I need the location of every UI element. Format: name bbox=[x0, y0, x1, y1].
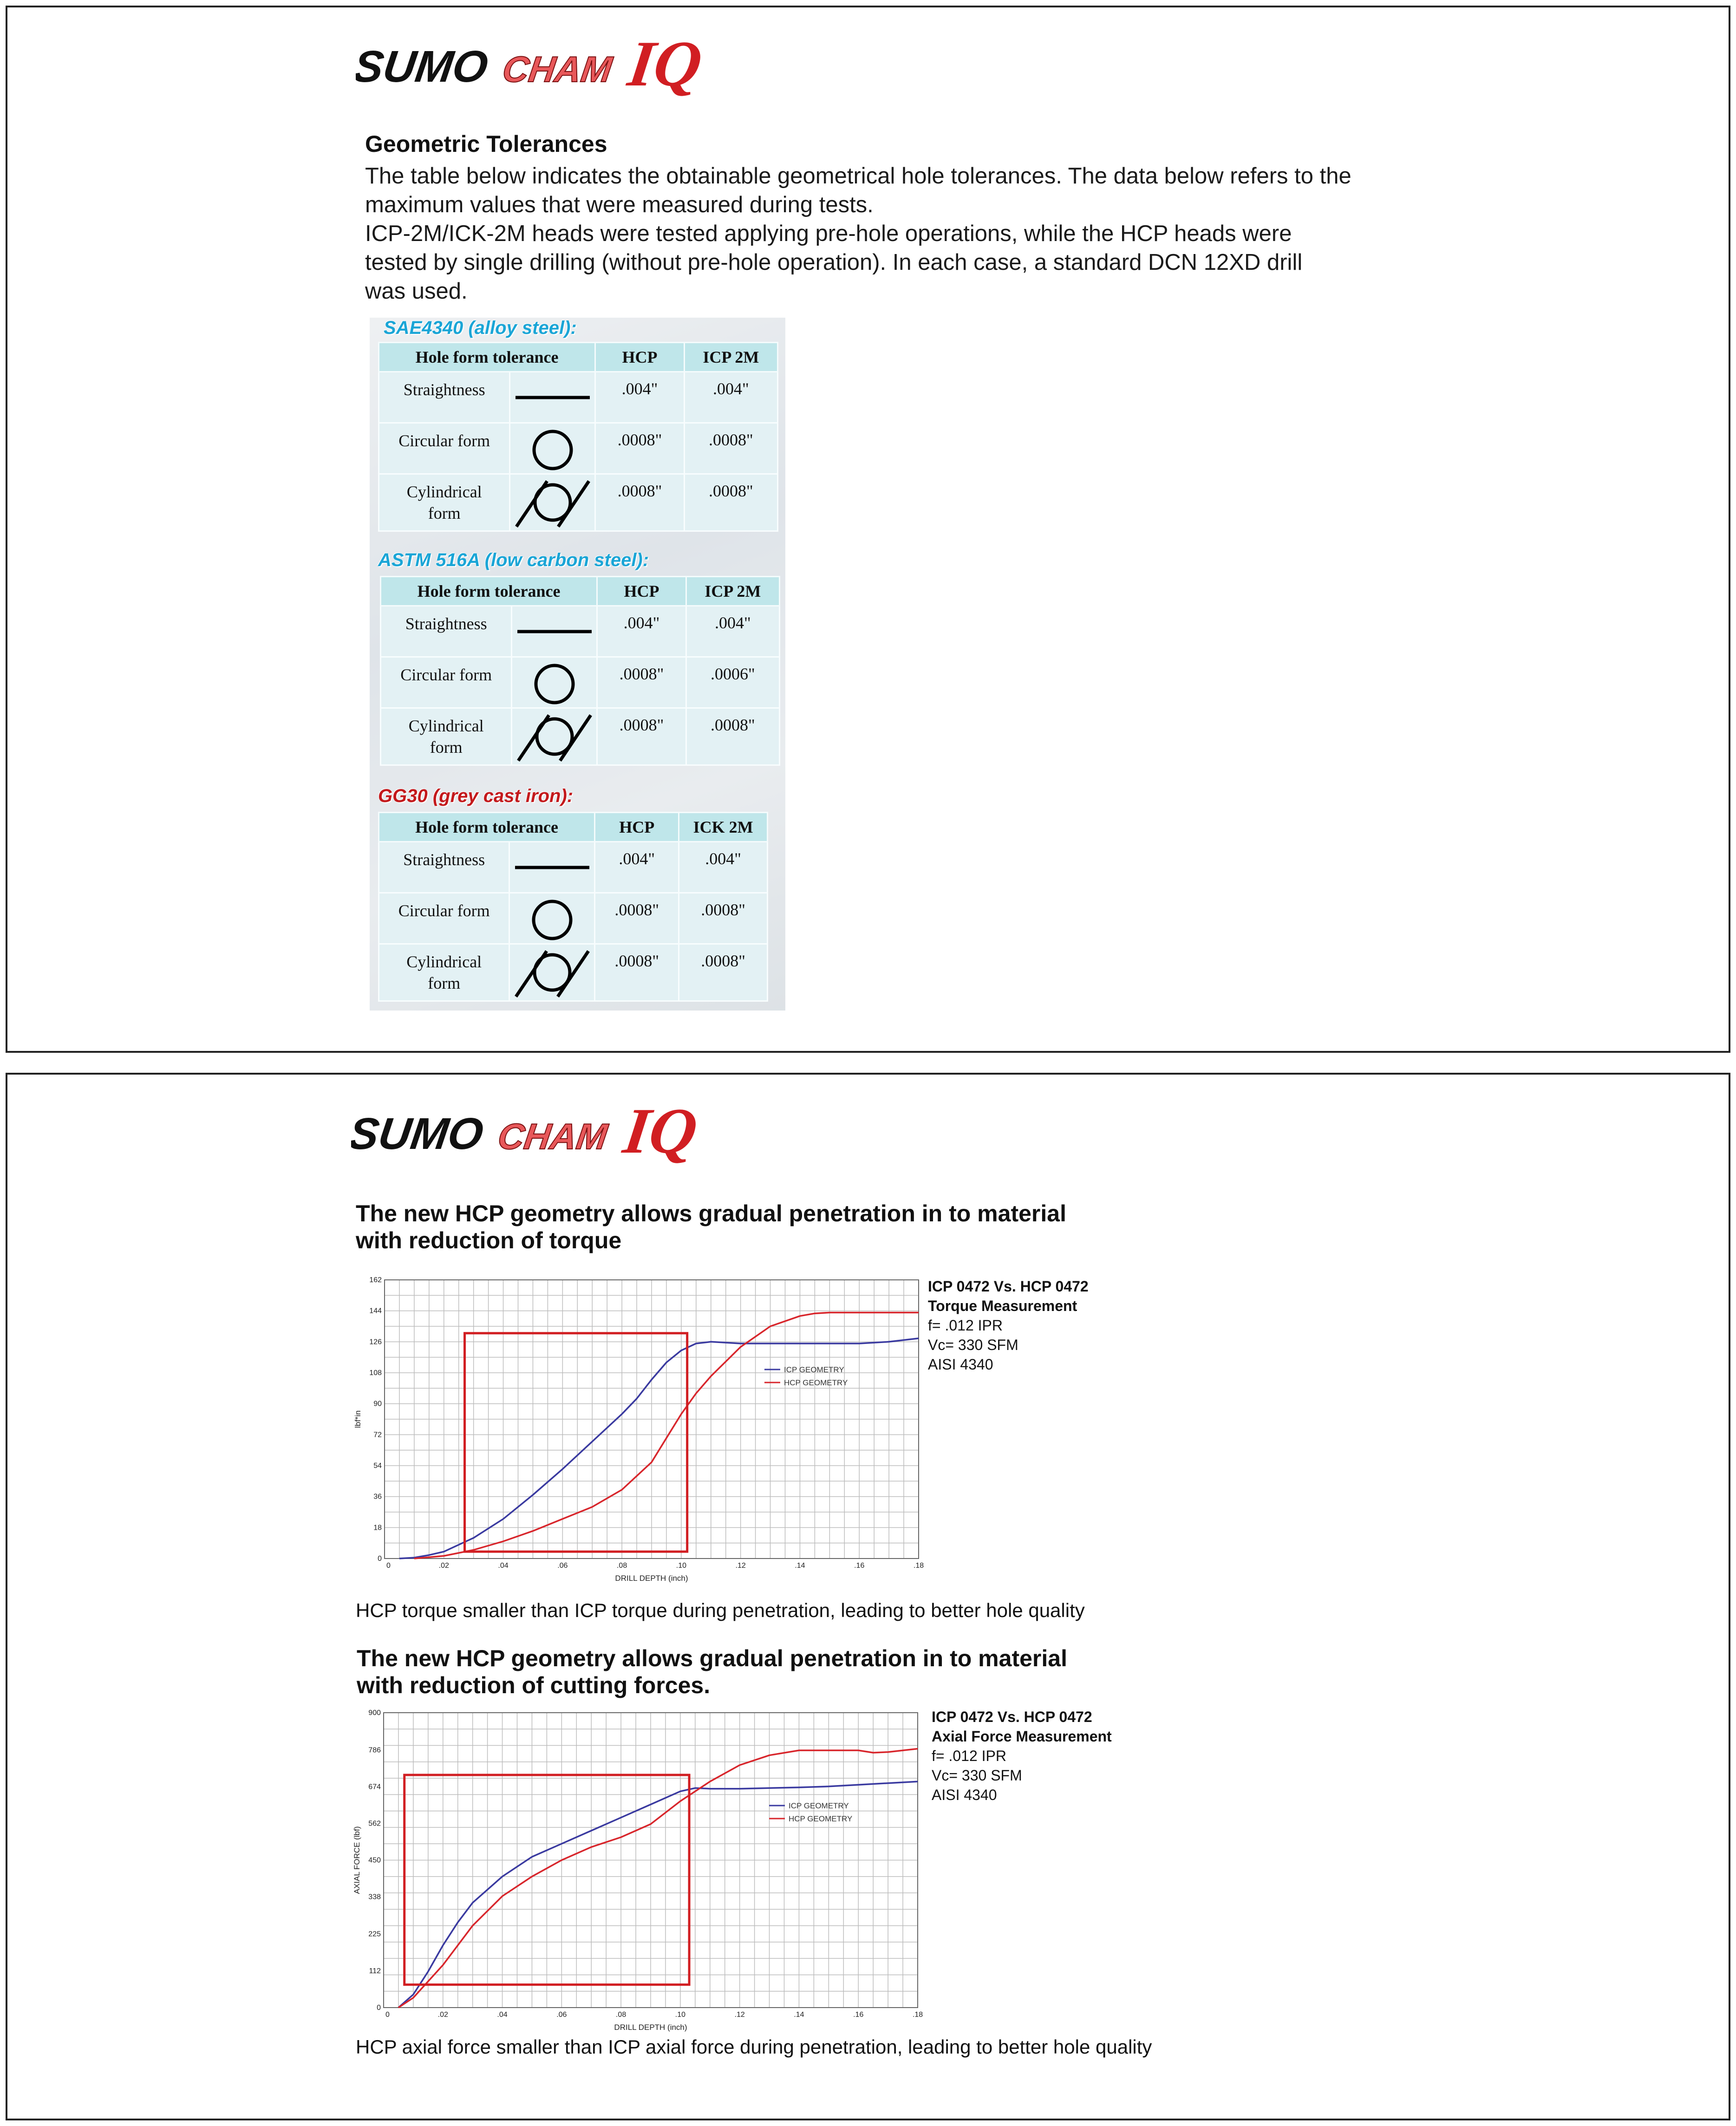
note-line: Axial Force Measurement bbox=[932, 1728, 1112, 1745]
intro-line: The table below indicates the obtainable geometrical hole tolerances. The data below refers to the bbox=[365, 163, 1351, 189]
straightness-icon bbox=[510, 372, 595, 423]
x-tick-label: .02 bbox=[437, 2011, 448, 2019]
intro-line: ICP-2M/ICK-2M heads were tested applying pre-hole operations, while the HCP heads were bbox=[365, 221, 1292, 246]
y-tick-label: 338 bbox=[368, 1893, 381, 1901]
page-title: Geometric Tolerances bbox=[365, 131, 607, 157]
row-label-line2: form bbox=[428, 504, 461, 522]
section-title-sae4340: SAE4340 (alloy steel): bbox=[384, 318, 577, 338]
y-tick-label: 162 bbox=[369, 1276, 382, 1284]
table-row bbox=[381, 606, 780, 657]
header-hcp: HCP bbox=[595, 343, 685, 372]
hcp-value: .004" bbox=[597, 606, 686, 657]
row-label bbox=[379, 944, 509, 1001]
table-row bbox=[379, 474, 778, 531]
row-label: Straightness bbox=[381, 606, 512, 657]
torque-chart bbox=[342, 1270, 927, 1585]
header-other: ICK 2M bbox=[679, 813, 768, 842]
hcp-value: .0008" bbox=[597, 708, 686, 765]
table-row bbox=[381, 657, 780, 708]
x-tick-label: .10 bbox=[675, 2011, 686, 2019]
y-tick-label: 54 bbox=[373, 1462, 382, 1470]
hcp-value: .0008" bbox=[595, 423, 685, 474]
force-test-notes bbox=[932, 1707, 1112, 1805]
legend-label: ICP GEOMETRY bbox=[789, 1801, 849, 1810]
header-hole-form: Hole form tolerance bbox=[379, 343, 595, 372]
x-tick-label: .18 bbox=[912, 2011, 923, 2019]
straightness-icon bbox=[512, 606, 597, 657]
y-tick-label: 786 bbox=[368, 1746, 381, 1754]
row-label-line1: Cylindrical bbox=[408, 717, 484, 735]
svg-text:IQ: IQ bbox=[624, 28, 706, 100]
force-heading-line2: with reduction of cutting forces. bbox=[357, 1672, 711, 1698]
x-tick-label: .16 bbox=[854, 1562, 865, 1570]
sumocham-iq-logo bbox=[351, 1093, 723, 1172]
intro-line: tested by single drilling (without pre-hole operation). In each case, a standard DCN 12XD drill bbox=[365, 250, 1303, 275]
hcp-value: .004" bbox=[595, 372, 685, 423]
y-tick-label: 108 bbox=[369, 1369, 382, 1377]
y-tick-label: 72 bbox=[373, 1431, 382, 1439]
hcp-value: .0008" bbox=[595, 944, 679, 1001]
cylindricity-icon bbox=[509, 944, 595, 1001]
cylindricity-icon bbox=[510, 474, 595, 531]
highlight-box bbox=[465, 1333, 687, 1552]
sumocham-iq-logo bbox=[356, 26, 727, 105]
y-tick-label: 225 bbox=[368, 1930, 381, 1938]
y-tick-label: 18 bbox=[373, 1524, 382, 1532]
x-tick-label: .04 bbox=[497, 2011, 508, 2019]
table-header-row bbox=[381, 577, 780, 606]
x-tick-label: .12 bbox=[735, 1562, 746, 1570]
table-row bbox=[379, 423, 778, 474]
y-tick-label: 674 bbox=[368, 1783, 381, 1791]
note-line: AISI 4340 bbox=[928, 1356, 993, 1373]
page-geometric-tolerances bbox=[6, 6, 1730, 1053]
table-row bbox=[379, 842, 768, 893]
intro-line: maximum values that were measured during tests. bbox=[365, 192, 874, 217]
note-line: Torque Measurement bbox=[928, 1298, 1077, 1314]
legend-label: HCP GEOMETRY bbox=[784, 1378, 848, 1387]
svg-text:SUMO: SUMO bbox=[351, 1109, 487, 1159]
table-row bbox=[379, 372, 778, 423]
torque-heading-line1: The new HCP geometry allows gradual penetration in to material bbox=[356, 1200, 1066, 1226]
x-tick-label: 0 bbox=[385, 2011, 390, 2019]
section-title-gg30: GG30 (grey cast iron): bbox=[378, 786, 574, 806]
svg-text:IQ: IQ bbox=[619, 1095, 702, 1167]
note-line: AISI 4340 bbox=[932, 1787, 997, 1803]
hcp-value: .0008" bbox=[595, 893, 679, 944]
y-tick-label: 0 bbox=[377, 2004, 381, 2012]
torque-chart-svg bbox=[342, 1270, 927, 1585]
cylindricity-icon bbox=[512, 708, 597, 765]
intro-line: was used. bbox=[365, 279, 468, 304]
torque-caption: HCP torque smaller than ICP torque during penetration, leading to better hole quality bbox=[356, 1599, 1085, 1621]
hcp-value: .004" bbox=[595, 842, 679, 893]
x-tick-label: .04 bbox=[498, 1562, 509, 1570]
y-tick-label: 90 bbox=[373, 1400, 382, 1408]
tolerance-table-sae4340 bbox=[378, 342, 778, 532]
other-value: .004" bbox=[686, 606, 779, 657]
series-line bbox=[398, 1749, 918, 2008]
note-line: f= .012 IPR bbox=[928, 1317, 1003, 1334]
y-tick-label: 144 bbox=[369, 1307, 382, 1315]
row-label: Straightness bbox=[379, 372, 510, 423]
axial-force-chart bbox=[337, 1702, 927, 2037]
x-tick-label: 0 bbox=[386, 1562, 391, 1570]
table-header-row bbox=[379, 343, 778, 372]
circularity-icon bbox=[509, 893, 595, 944]
circularity-icon bbox=[510, 423, 595, 474]
y-tick-label: 0 bbox=[378, 1555, 382, 1563]
torque-test-notes bbox=[928, 1277, 1089, 1374]
straightness-icon bbox=[509, 842, 595, 893]
y-axis-label: AXIAL FORCE (lbf) bbox=[352, 1826, 361, 1894]
header-hcp: HCP bbox=[595, 813, 679, 842]
hcp-value: .0008" bbox=[597, 657, 686, 708]
y-tick-label: 450 bbox=[368, 1856, 381, 1865]
x-tick-label: .12 bbox=[734, 2011, 745, 2019]
x-tick-label: .18 bbox=[913, 1562, 924, 1570]
row-label-line2: form bbox=[430, 738, 463, 756]
other-value: .0008" bbox=[679, 944, 768, 1001]
x-axis-label: DRILL DEPTH (inch) bbox=[615, 1574, 688, 1583]
y-tick-label: 112 bbox=[369, 1967, 381, 1975]
note-line: Vc= 330 SFM bbox=[932, 1767, 1022, 1784]
row-label: Circular form bbox=[381, 657, 512, 708]
y-tick-label: 36 bbox=[373, 1493, 382, 1501]
other-value: .0008" bbox=[684, 423, 777, 474]
circularity-icon bbox=[512, 657, 597, 708]
x-tick-label: .10 bbox=[676, 1562, 687, 1570]
force-caption: HCP axial force smaller than ICP axial force during penetration, leading to better hole quality bbox=[356, 2036, 1152, 2058]
section-title-astm516a: ASTM 516A (low carbon steel): bbox=[378, 550, 649, 570]
header-hole-form: Hole form tolerance bbox=[379, 813, 595, 842]
force-heading-line1: The new HCP geometry allows gradual penetration in to material bbox=[357, 1645, 1067, 1671]
x-tick-label: .14 bbox=[794, 2011, 804, 2019]
svg-text:SUMO: SUMO bbox=[356, 42, 491, 91]
header-other: ICP 2M bbox=[686, 577, 779, 606]
x-tick-label: .06 bbox=[556, 2011, 567, 2019]
row-label: Circular form bbox=[379, 423, 510, 474]
x-tick-label: .16 bbox=[853, 2011, 864, 2019]
note-line: f= .012 IPR bbox=[932, 1748, 1006, 1764]
header-hole-form: Hole form tolerance bbox=[381, 577, 597, 606]
other-value: .0008" bbox=[686, 708, 779, 765]
other-value: .004" bbox=[684, 372, 777, 423]
row-label-line1: Cylindrical bbox=[406, 483, 482, 501]
y-tick-label: 126 bbox=[369, 1338, 382, 1346]
torque-heading-line2: with reduction of torque bbox=[356, 1227, 622, 1253]
other-value: .0008" bbox=[684, 474, 777, 531]
hcp-value: .0008" bbox=[595, 474, 685, 531]
table-row bbox=[381, 708, 780, 765]
x-tick-label: .14 bbox=[795, 1562, 805, 1570]
axial-force-chart-svg bbox=[337, 1702, 927, 2037]
row-label-line1: Cylindrical bbox=[406, 952, 482, 971]
row-label bbox=[381, 708, 512, 765]
x-tick-label: .08 bbox=[616, 1562, 627, 1570]
table-header-row bbox=[379, 813, 768, 842]
other-value: .004" bbox=[679, 842, 768, 893]
note-line: ICP 0472 Vs. HCP 0472 bbox=[928, 1278, 1089, 1295]
note-line: ICP 0472 Vs. HCP 0472 bbox=[932, 1709, 1092, 1725]
header-other: ICP 2M bbox=[684, 343, 777, 372]
x-tick-label: .02 bbox=[438, 1562, 449, 1570]
svg-text:CHAM: CHAM bbox=[500, 49, 615, 90]
other-value: .0008" bbox=[679, 893, 768, 944]
row-label: Circular form bbox=[379, 893, 509, 944]
y-axis-label: lbf*in bbox=[353, 1410, 362, 1428]
table-row bbox=[379, 893, 768, 944]
page-hcp-geometry-charts bbox=[6, 1073, 1730, 2120]
row-label-line2: form bbox=[428, 974, 461, 992]
tolerance-tables-image bbox=[370, 318, 785, 1011]
note-line: Vc= 330 SFM bbox=[928, 1337, 1018, 1353]
x-tick-label: .06 bbox=[557, 1562, 568, 1570]
x-tick-label: .08 bbox=[615, 2011, 627, 2019]
header-hcp: HCP bbox=[597, 577, 686, 606]
y-tick-label: 900 bbox=[368, 1709, 381, 1717]
y-tick-label: 562 bbox=[368, 1819, 381, 1828]
table-row bbox=[379, 944, 768, 1001]
row-label bbox=[379, 474, 510, 531]
tolerance-table-astm516a bbox=[380, 576, 780, 766]
other-value: .0006" bbox=[686, 657, 779, 708]
legend-label: ICP GEOMETRY bbox=[784, 1365, 844, 1374]
row-label: Straightness bbox=[379, 842, 509, 893]
x-axis-label: DRILL DEPTH (inch) bbox=[614, 2023, 687, 2032]
svg-text:CHAM: CHAM bbox=[495, 1116, 610, 1157]
tolerance-table-gg30 bbox=[378, 812, 768, 1002]
legend-label: HCP GEOMETRY bbox=[789, 1814, 853, 1823]
